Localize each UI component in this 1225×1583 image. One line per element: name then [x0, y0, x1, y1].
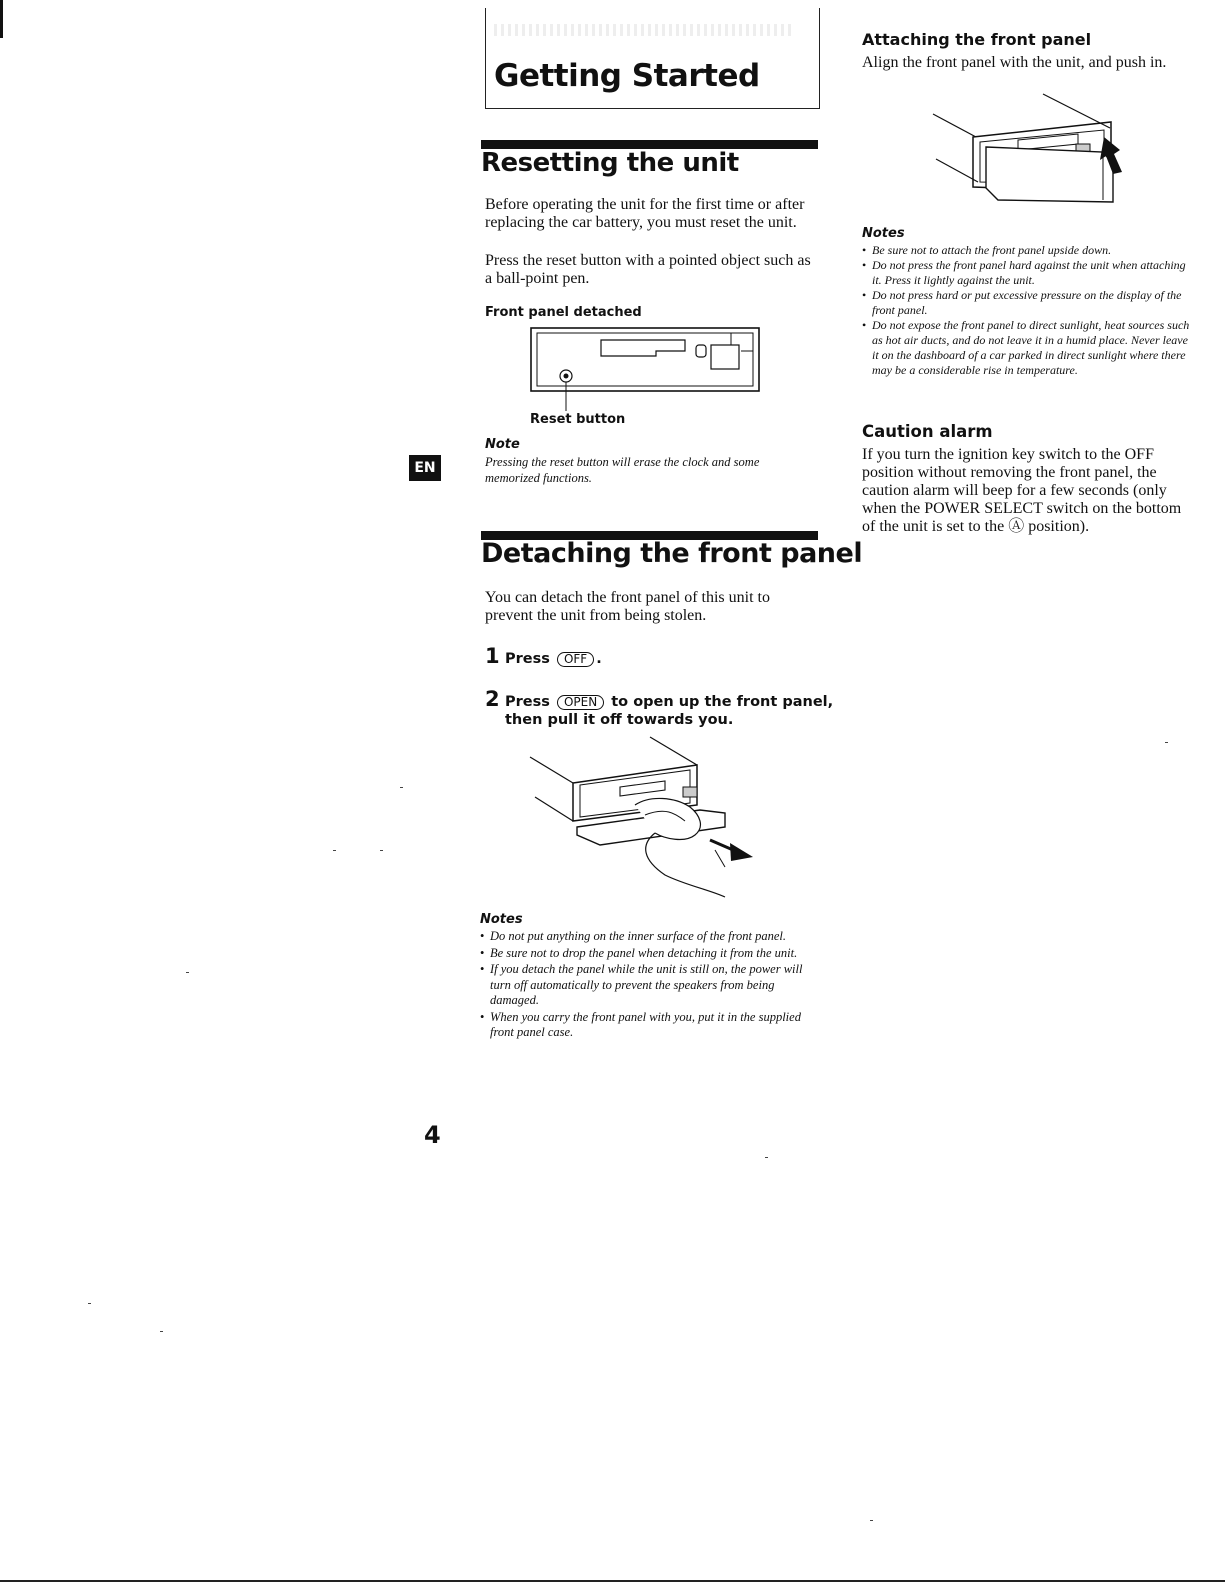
reset-paragraph-2: Press the reset button with a pointed object such as a ball-point pen.: [485, 252, 811, 287]
attach-heading: Attaching the front panel: [862, 30, 1092, 49]
page-number: 4: [424, 1121, 441, 1149]
attach-notes-label: Notes: [862, 226, 905, 241]
detach-intro: You can detach the front panel of this unit to prevent the unit from being stolen.: [485, 589, 770, 624]
step-number: 2: [485, 687, 500, 711]
note-item: • If you detach the panel while the unit is still on, the power will turn off automatically to prevent the speakers from being damaged.: [480, 962, 810, 1009]
reset-note-label: Note: [485, 437, 520, 452]
detach-panel-illustration: [525, 735, 765, 900]
detach-notes-label: Notes: [480, 912, 523, 927]
scan-speck: [380, 850, 383, 851]
step-text: Press: [505, 694, 550, 710]
detach-notes-list: [480, 929, 810, 1041]
chapter-title: Getting Started: [494, 58, 760, 94]
step-text: .: [596, 651, 602, 667]
page-bottom-edge: [0, 1580, 1225, 1582]
scan-speck: [160, 1331, 163, 1332]
scan-speck: [333, 850, 336, 851]
note-item: • Do not press the front panel hard against the unit when attaching it. Press it lightly against the unit.: [862, 258, 1192, 288]
reset-button-caption: Reset button: [530, 412, 626, 427]
reset-heading: Resetting the unit: [481, 148, 739, 178]
off-key: OFF: [557, 652, 594, 667]
attach-notes-list: [862, 243, 1192, 378]
open-key: OPEN: [557, 695, 604, 710]
note-item: • Be sure not to drop the panel when detaching it from the unit.: [480, 946, 810, 962]
header-texture: [494, 24, 794, 36]
scan-edge-mark: [0, 0, 3, 38]
note-item: • Be sure not to attach the front panel upside down.: [862, 243, 1192, 258]
language-tab: EN: [409, 455, 441, 481]
caution-heading: Caution alarm: [862, 422, 993, 441]
caution-text: If you turn the ignition key switch to the OFF position without removing the front panel, the caution alarm will beep for a few seconds (only when the POWER SELECT switch on the bottom of the unit is set to the Ⓐ position).: [862, 446, 1182, 535]
step-number: 1: [485, 644, 500, 668]
note-item: • When you carry the front panel with you, put it in the supplied front panel case.: [480, 1010, 810, 1041]
scan-speck: [870, 1520, 873, 1521]
note-item: • Do not press hard or put excessive pressure on the display of the front panel.: [862, 288, 1192, 318]
scan-speck: [88, 1303, 91, 1304]
scan-speck: [400, 787, 403, 788]
note-item: • Do not put anything on the inner surface of the front panel.: [480, 929, 810, 945]
scan-speck: [765, 1157, 768, 1158]
step-2: [485, 687, 835, 729]
attach-panel-illustration: [928, 92, 1143, 217]
step-1: [485, 644, 835, 668]
reset-paragraph-1: Before operating the unit for the first time or after replacing the car battery, you must reset the unit.: [485, 196, 805, 231]
note-item: • Do not expose the front panel to direct sunlight, heat sources such as hot air ducts, and do not leave it in a humid place. Never leave it on the dashboard of a car parked in direct sunlight where there may be a considerable rise in temperature.: [862, 318, 1192, 378]
detached-unit-illustration: [528, 325, 768, 417]
scan-speck: [1165, 742, 1168, 743]
reset-note-text: Pressing the reset button will erase the clock and some memorized functions.: [485, 455, 760, 485]
figure-title: Front panel detached: [485, 305, 642, 320]
detach-heading: Detaching the front panel: [481, 538, 863, 569]
step-text: to open up the front panel, then pull it off towards you.: [505, 694, 834, 728]
attach-text: Align the front panel with the unit, and push in.: [862, 54, 1167, 71]
step-text: Press: [505, 651, 550, 667]
scan-speck: [186, 972, 189, 973]
